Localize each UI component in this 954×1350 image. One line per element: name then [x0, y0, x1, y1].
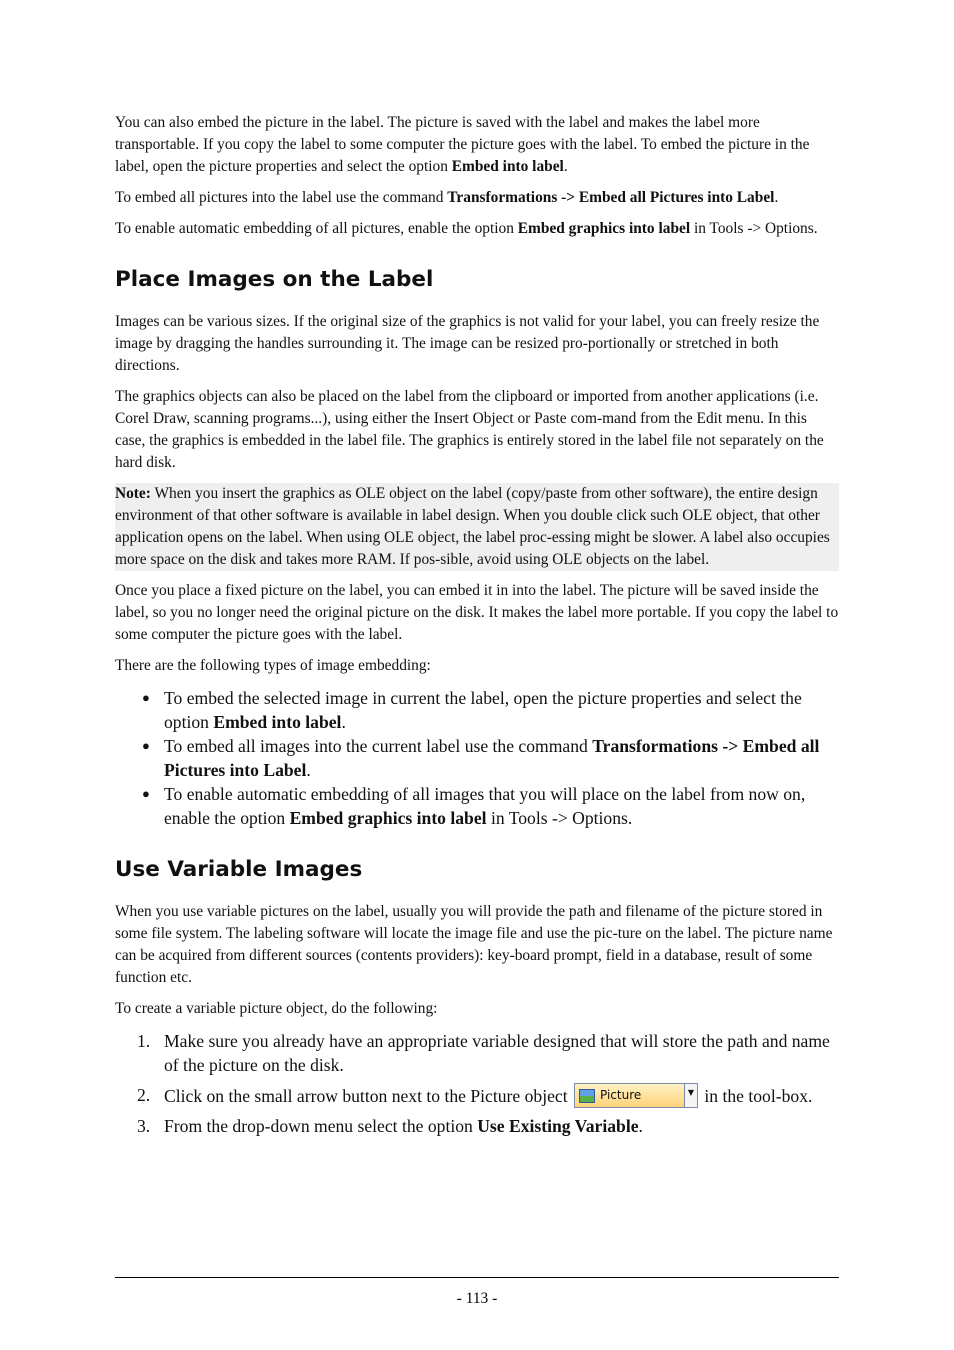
punctuation: .: [774, 189, 779, 206]
option-name: Embed graphics into label: [517, 220, 691, 237]
paragraph-text: To enable automatic embedding of all pictures, enable the option: [115, 220, 518, 237]
list-item: [115, 686, 839, 734]
list-item: [115, 734, 839, 782]
picture-icon: [579, 1089, 595, 1103]
note-text: When you insert the graphics as OLE object on the label (copy/paste from other software), the entire design environment of that other software is available in label design. When you double click such OLE object, that other application opens on the label. When using OLE object, the label proc-essing might be slower. A label also occupies more space on the disk and takes more RAM. If pos-sible, avoid using OLE objects on the label.: [115, 485, 830, 568]
paragraph-text: You can also embed the picture in the label. The picture is saved with the label and makes the label more transportable. If you copy the label to some computer the picture goes with the label. To embed the picture in the label, open the picture properties and select the option: [115, 114, 810, 175]
section1-paragraph-3: Once you place a fixed picture on the label, you can embed it in into the label. The picture will be saved inside the label, so you no longer need the original picture on the disk. It makes the label more portable. If you copy the label to some computer the picture goes with the label.: [115, 582, 839, 643]
step-text: From the drop-down menu select the option: [164, 1116, 478, 1136]
bullet-icon: ●: [142, 690, 150, 705]
embedding-types-list: [115, 686, 839, 830]
punctuation: .: [563, 158, 568, 175]
steps-list: [115, 1029, 839, 1138]
paragraph-text-end: in Tools -> Options.: [690, 220, 818, 237]
picture-button-label: Picture: [600, 1088, 642, 1102]
step-number: 2.: [137, 1085, 151, 1105]
intro-paragraph-1: [115, 112, 839, 178]
command-name: Transformations -> Embed all Pictures into Label: [447, 189, 775, 206]
section2-paragraph-2: To create a variable picture object, do the following:: [115, 1000, 438, 1017]
list-item-text-end: in Tools -> Options.: [486, 808, 633, 828]
section1-paragraph-1: Images can be various sizes. If the original size of the graphics is not valid for your label, you can freely resize the image by dragging the handles surrounding it. The image can be resized pro-portionally or stretched in both directions.: [115, 313, 820, 374]
section-heading-place-images: Place Images on the Label: [115, 267, 434, 292]
note-paragraph: [115, 483, 839, 571]
bullet-icon: ●: [142, 786, 150, 801]
list-item-text: To embed all images into the current label use the command: [164, 736, 593, 756]
punctuation: .: [341, 712, 346, 732]
list-item-text: To embed the selected image in current the label, open the picture properties and select the option: [164, 688, 802, 732]
option-name: Embed graphics into label: [289, 808, 487, 828]
note-label: Note:: [115, 485, 151, 502]
paragraph-text: To embed all pictures into the label use the command: [115, 189, 448, 206]
punctuation: .: [306, 760, 311, 780]
list-item-text: To enable automatic embedding of all images that you will place on the label from now on, enable the option: [164, 784, 806, 828]
document-page: [115, 112, 839, 1144]
punctuation: .: [638, 1116, 643, 1136]
footer-divider: [115, 1277, 839, 1278]
note-box: [115, 483, 839, 571]
picture-toolbox-button[interactable]: [574, 1083, 698, 1108]
step-number: 3.: [137, 1116, 151, 1136]
step-number: 1.: [137, 1031, 151, 1051]
section1-paragraph-2: The graphics objects can also be placed on the label from the clipboard or imported from another applications (i.e. Corel Draw, scanning programs...), using either the Insert Object or Paste com-mand from the Edit menu. In this case, the graphics is embedded in the label file. The graphics is entirely stored in the label file not separately on the hard disk.: [115, 388, 824, 471]
step-item: [115, 1114, 839, 1138]
step-text: Make sure you already have an appropriate variable designed that will store the path and name of the picture on the disk.: [164, 1031, 830, 1075]
section1-paragraph-4: There are the following types of image embedding:: [115, 657, 431, 674]
intro-paragraph-3: [115, 218, 839, 240]
section2-paragraph-1: When you use variable pictures on the label, usually you will provide the path and filename of the picture stored in some file system. The labeling software will locate the image file and use the pic-ture on the label. The picture name can be acquired from different sources (contents providers): key-board prompt, field in a database, result of some function etc.: [115, 903, 833, 986]
dropdown-arrow-icon[interactable]: ▼: [684, 1084, 697, 1107]
step-item: [115, 1083, 839, 1108]
option-name: Embed into label: [451, 158, 564, 175]
list-item: [115, 782, 839, 830]
bullet-icon: ●: [142, 738, 150, 753]
step-item: [115, 1029, 839, 1077]
option-name: Embed into label: [213, 712, 342, 732]
step-text: Click on the small arrow button next to the Picture object: [164, 1086, 572, 1106]
section-heading-variable-images: Use Variable Images: [115, 857, 363, 882]
intro-paragraph-2: [115, 187, 839, 209]
option-name: Use Existing Variable: [477, 1116, 639, 1136]
step-text-end: in the tool-box.: [700, 1086, 813, 1106]
page-number: - 113 -: [456, 1290, 498, 1307]
command-name: Transformations -> Embed all Pictures into Label: [164, 736, 820, 780]
